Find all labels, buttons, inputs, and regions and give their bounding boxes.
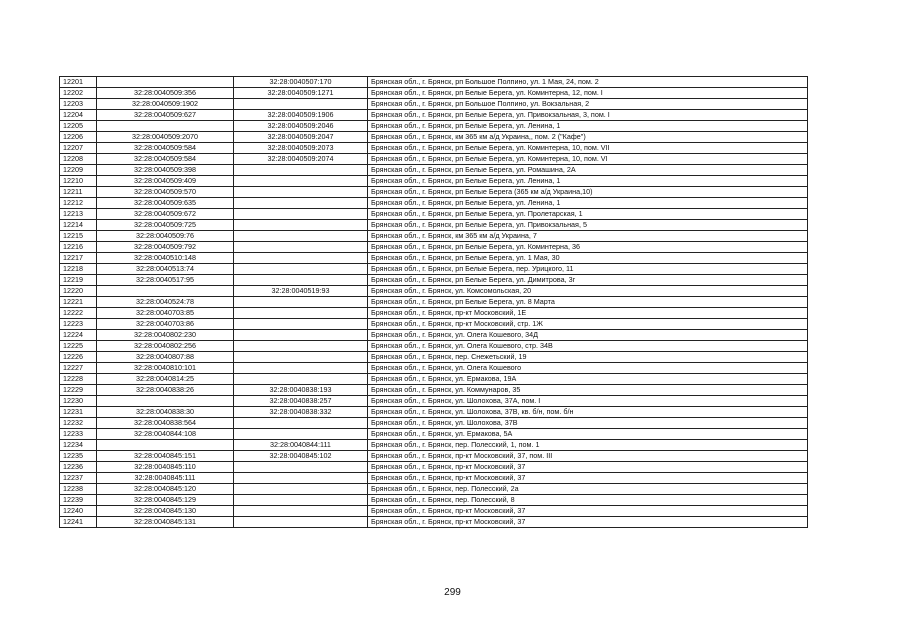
building-cadastral-number-cell xyxy=(234,99,368,110)
row-number-cell: 12210 xyxy=(60,176,97,187)
address-cell: Брянская обл., г. Брянск, ул. Ермакова, 19А xyxy=(368,374,808,385)
row-number-cell: 12238 xyxy=(60,484,97,495)
row-number-cell: 12232 xyxy=(60,418,97,429)
address-cell: Брянская обл., г. Брянск, ул. Коммунаров, 35 xyxy=(368,385,808,396)
address-cell: Брянская обл., г. Брянск, рп Белые Берега, ул. Димитрова, 3г xyxy=(368,275,808,286)
table-row xyxy=(60,429,808,440)
address-cell: Брянская обл., г. Брянск, ул. Шолохова, 37В xyxy=(368,418,808,429)
row-number-cell: 12215 xyxy=(60,231,97,242)
table-row xyxy=(60,506,808,517)
cadastral-number-cell: 32:28:0040509:627 xyxy=(97,110,234,121)
address-cell: Брянская обл., г. Брянск, рп Белые Берега, ул. Коминтерна, 10, пом. VI xyxy=(368,154,808,165)
address-cell: Брянская обл., г. Брянск, км 365 км а/д Украина, 7 xyxy=(368,231,808,242)
row-number-cell: 12220 xyxy=(60,286,97,297)
cadastral-number-cell: 32:28:0040509:635 xyxy=(97,198,234,209)
building-cadastral-number-cell: 32:28:0040519:93 xyxy=(234,286,368,297)
address-cell: Брянская обл., г. Брянск, пер. Полесский, 1, пом. 1 xyxy=(368,440,808,451)
table-row xyxy=(60,187,808,198)
row-number-cell: 12237 xyxy=(60,473,97,484)
address-cell: Брянская обл., г. Брянск, пер. Снежетьский, 19 xyxy=(368,352,808,363)
building-cadastral-number-cell: 32:28:0040838:257 xyxy=(234,396,368,407)
cadastral-number-cell: 32:28:0040844:108 xyxy=(97,429,234,440)
address-cell: Брянская обл., г. Брянск, ул. Комсомольская, 20 xyxy=(368,286,808,297)
cadastral-number-cell xyxy=(97,440,234,451)
address-cell: Брянская обл., г. Брянск, рп Белые Берега, ул. Пролетарская, 1 xyxy=(368,209,808,220)
building-cadastral-number-cell xyxy=(234,517,368,528)
building-cadastral-number-cell xyxy=(234,198,368,209)
building-cadastral-number-cell xyxy=(234,495,368,506)
building-cadastral-number-cell: 32:28:0040507:170 xyxy=(234,77,368,88)
cadastral-number-cell: 32:28:0040524:78 xyxy=(97,297,234,308)
row-number-cell: 12211 xyxy=(60,187,97,198)
registry-table-body xyxy=(60,77,808,528)
row-number-cell: 12202 xyxy=(60,88,97,99)
address-cell: Брянская обл., г. Брянск, рп Большое Полпино, ул. 1 Мая, 24, пом. 2 xyxy=(368,77,808,88)
row-number-cell: 12218 xyxy=(60,264,97,275)
cadastral-number-cell: 32:28:0040703:85 xyxy=(97,308,234,319)
row-number-cell: 12216 xyxy=(60,242,97,253)
table-row xyxy=(60,154,808,165)
cadastral-number-cell: 32:28:0040509:725 xyxy=(97,220,234,231)
building-cadastral-number-cell: 32:28:0040509:2073 xyxy=(234,143,368,154)
address-cell: Брянская обл., г. Брянск, пр-кт Московский, стр. 1Ж xyxy=(368,319,808,330)
row-number-cell: 12201 xyxy=(60,77,97,88)
cadastral-number-cell: 32:28:0040845:131 xyxy=(97,517,234,528)
address-cell: Брянская обл., г. Брянск, рп Белые Берега, пер. Урицкого, 11 xyxy=(368,264,808,275)
building-cadastral-number-cell xyxy=(234,484,368,495)
building-cadastral-number-cell: 32:28:0040845:102 xyxy=(234,451,368,462)
address-cell: Брянская обл., г. Брянск, рп Белые Берега (365 км а/д Украина,10) xyxy=(368,187,808,198)
cadastral-number-cell xyxy=(97,396,234,407)
address-cell: Брянская обл., г. Брянск, ул. Олега Кошевого, стр. 34В xyxy=(368,341,808,352)
row-number-cell: 12209 xyxy=(60,165,97,176)
row-number-cell: 12208 xyxy=(60,154,97,165)
building-cadastral-number-cell xyxy=(234,242,368,253)
table-row xyxy=(60,341,808,352)
address-cell: Брянская обл., г. Брянск, рп Белые Берега, ул. Коминтерна, 10, пом. VII xyxy=(368,143,808,154)
address-cell: Брянская обл., г. Брянск, пер. Полесский, 2а xyxy=(368,484,808,495)
address-cell: Брянская обл., г. Брянск, пр-кт Московский, 37 xyxy=(368,517,808,528)
table-row xyxy=(60,473,808,484)
table-row xyxy=(60,110,808,121)
row-number-cell: 12221 xyxy=(60,297,97,308)
row-number-cell: 12213 xyxy=(60,209,97,220)
table-row xyxy=(60,396,808,407)
building-cadastral-number-cell xyxy=(234,374,368,385)
row-number-cell: 12223 xyxy=(60,319,97,330)
table-row xyxy=(60,242,808,253)
cadastral-number-cell: 32:28:0040807:88 xyxy=(97,352,234,363)
row-number-cell: 12240 xyxy=(60,506,97,517)
row-number-cell: 12230 xyxy=(60,396,97,407)
cadastral-number-cell: 32:28:0040509:409 xyxy=(97,176,234,187)
table-row xyxy=(60,165,808,176)
table-row xyxy=(60,143,808,154)
cadastral-number-cell: 32:28:0040510:148 xyxy=(97,253,234,264)
cadastral-number-cell: 32:28:0040509:570 xyxy=(97,187,234,198)
building-cadastral-number-cell xyxy=(234,275,368,286)
address-cell: Брянская обл., г. Брянск, пер. Полесский, 8 xyxy=(368,495,808,506)
row-number-cell: 12214 xyxy=(60,220,97,231)
building-cadastral-number-cell: 32:28:0040509:2046 xyxy=(234,121,368,132)
table-row xyxy=(60,308,808,319)
address-cell: Брянская обл., г. Брянск, км 365 км а/д Украина,, пом. 2 ("Кафе") xyxy=(368,132,808,143)
table-row xyxy=(60,198,808,209)
address-cell: Брянская обл., г. Брянск, ул. Ермакова, 5А xyxy=(368,429,808,440)
table-row xyxy=(60,88,808,99)
address-cell: Брянская обл., г. Брянск, рп Белые Берега, ул. Ленина, 1 xyxy=(368,176,808,187)
cadastral-number-cell: 32:28:0040509:356 xyxy=(97,88,234,99)
table-row xyxy=(60,407,808,418)
building-cadastral-number-cell xyxy=(234,429,368,440)
building-cadastral-number-cell: 32:28:0040509:1271 xyxy=(234,88,368,99)
cadastral-number-cell: 32:28:0040838:30 xyxy=(97,407,234,418)
address-cell: Брянская обл., г. Брянск, рп Белые Берега, ул. 1 Мая, 30 xyxy=(368,253,808,264)
building-cadastral-number-cell xyxy=(234,209,368,220)
table-row xyxy=(60,352,808,363)
row-number-cell: 12231 xyxy=(60,407,97,418)
table-row xyxy=(60,286,808,297)
address-cell: Брянская обл., г. Брянск, ул. Олега Кошевого xyxy=(368,363,808,374)
address-cell: Брянская обл., г. Брянск, ул. Шолохова, 37А, пом. I xyxy=(368,396,808,407)
cadastral-number-cell: 32:28:0040509:2070 xyxy=(97,132,234,143)
cadastral-number-cell: 32:28:0040845:130 xyxy=(97,506,234,517)
row-number-cell: 12241 xyxy=(60,517,97,528)
table-row xyxy=(60,484,808,495)
table-row xyxy=(60,374,808,385)
building-cadastral-number-cell: 32:28:0040509:2074 xyxy=(234,154,368,165)
table-row xyxy=(60,462,808,473)
building-cadastral-number-cell: 32:28:0040838:332 xyxy=(234,407,368,418)
row-number-cell: 12224 xyxy=(60,330,97,341)
building-cadastral-number-cell: 32:28:0040509:2047 xyxy=(234,132,368,143)
building-cadastral-number-cell xyxy=(234,462,368,473)
cadastral-number-cell xyxy=(97,77,234,88)
row-number-cell: 12212 xyxy=(60,198,97,209)
building-cadastral-number-cell xyxy=(234,473,368,484)
row-number-cell: 12227 xyxy=(60,363,97,374)
building-cadastral-number-cell: 32:28:0040844:111 xyxy=(234,440,368,451)
row-number-cell: 12226 xyxy=(60,352,97,363)
address-cell: Брянская обл., г. Брянск, рп Белые Берега, ул. Привокзальная, 5 xyxy=(368,220,808,231)
table-row xyxy=(60,264,808,275)
row-number-cell: 12235 xyxy=(60,451,97,462)
table-row xyxy=(60,220,808,231)
building-cadastral-number-cell xyxy=(234,176,368,187)
address-cell: Брянская обл., г. Брянск, рп Белые Берега, ул. 8 Марта xyxy=(368,297,808,308)
address-cell: Брянская обл., г. Брянск, рп Белые Берега, ул. Ромашина, 2А xyxy=(368,165,808,176)
row-number-cell: 12205 xyxy=(60,121,97,132)
cadastral-number-cell: 32:28:0040838:564 xyxy=(97,418,234,429)
address-cell: Брянская обл., г. Брянск, рп Большое Полпино, ул. Вокзальная, 2 xyxy=(368,99,808,110)
cadastral-number-cell: 32:28:0040810:101 xyxy=(97,363,234,374)
table-row xyxy=(60,176,808,187)
cadastral-number-cell: 32:28:0040845:120 xyxy=(97,484,234,495)
address-cell: Брянская обл., г. Брянск, рп Белые Берега, ул. Коминтерна, 12, пом. I xyxy=(368,88,808,99)
table-row xyxy=(60,418,808,429)
row-number-cell: 12219 xyxy=(60,275,97,286)
address-cell: Брянская обл., г. Брянск, рп Белые Берега, ул. Ленина, 1 xyxy=(368,121,808,132)
table-row xyxy=(60,495,808,506)
row-number-cell: 12207 xyxy=(60,143,97,154)
building-cadastral-number-cell xyxy=(234,264,368,275)
row-number-cell: 12229 xyxy=(60,385,97,396)
table-row xyxy=(60,132,808,143)
cadastral-number-cell: 32:28:0040845:129 xyxy=(97,495,234,506)
cadastral-number-cell: 32:28:0040509:792 xyxy=(97,242,234,253)
table-row xyxy=(60,231,808,242)
row-number-cell: 12234 xyxy=(60,440,97,451)
building-cadastral-number-cell xyxy=(234,319,368,330)
cadastral-number-cell: 32:28:0040509:76 xyxy=(97,231,234,242)
building-cadastral-number-cell xyxy=(234,187,368,198)
table-row xyxy=(60,121,808,132)
table-row xyxy=(60,253,808,264)
building-cadastral-number-cell xyxy=(234,352,368,363)
page-number: 299 xyxy=(444,587,461,598)
table-row xyxy=(60,275,808,286)
address-cell: Брянская обл., г. Брянск, пр-кт Московский, 37 xyxy=(368,473,808,484)
row-number-cell: 12206 xyxy=(60,132,97,143)
row-number-cell: 12204 xyxy=(60,110,97,121)
table-row xyxy=(60,209,808,220)
row-number-cell: 12222 xyxy=(60,308,97,319)
table-row xyxy=(60,440,808,451)
building-cadastral-number-cell xyxy=(234,506,368,517)
cadastral-number-cell: 32:28:0040517:95 xyxy=(97,275,234,286)
address-cell: Брянская обл., г. Брянск, рп Белые Берега, ул. Привокзальная, 3, пом. I xyxy=(368,110,808,121)
address-cell: Брянская обл., г. Брянск, пр-кт Московский, 37 xyxy=(368,506,808,517)
building-cadastral-number-cell xyxy=(234,297,368,308)
cadastral-number-cell: 32:28:0040509:1902 xyxy=(97,99,234,110)
row-number-cell: 12233 xyxy=(60,429,97,440)
building-cadastral-number-cell xyxy=(234,165,368,176)
cadastral-number-cell: 32:28:0040838:26 xyxy=(97,385,234,396)
address-cell: Брянская обл., г. Брянск, пр-кт Московский, 37, пом. III xyxy=(368,451,808,462)
cadastral-number-cell: 32:28:0040845:110 xyxy=(97,462,234,473)
building-cadastral-number-cell xyxy=(234,253,368,264)
building-cadastral-number-cell: 32:28:0040838:193 xyxy=(234,385,368,396)
row-number-cell: 12203 xyxy=(60,99,97,110)
cadastral-number-cell: 32:28:0040845:151 xyxy=(97,451,234,462)
cadastral-number-cell: 32:28:0040509:584 xyxy=(97,143,234,154)
table-row xyxy=(60,385,808,396)
cadastral-number-cell: 32:28:0040509:672 xyxy=(97,209,234,220)
table-row xyxy=(60,99,808,110)
cadastral-number-cell: 32:28:0040703:86 xyxy=(97,319,234,330)
table-row xyxy=(60,363,808,374)
building-cadastral-number-cell xyxy=(234,308,368,319)
address-cell: Брянская обл., г. Брянск, пр-кт Московский, 1Е xyxy=(368,308,808,319)
cadastral-number-cell: 32:28:0040802:256 xyxy=(97,341,234,352)
row-number-cell: 12217 xyxy=(60,253,97,264)
cadastral-number-cell: 32:28:0040802:230 xyxy=(97,330,234,341)
cadastral-number-cell xyxy=(97,121,234,132)
property-registry-table xyxy=(59,76,808,528)
building-cadastral-number-cell xyxy=(234,231,368,242)
address-cell: Брянская обл., г. Брянск, пр-кт Московский, 37 xyxy=(368,462,808,473)
address-cell: Брянская обл., г. Брянск, ул. Олега Кошевого, 34Д xyxy=(368,330,808,341)
row-number-cell: 12225 xyxy=(60,341,97,352)
row-number-cell: 12236 xyxy=(60,462,97,473)
table-row xyxy=(60,451,808,462)
table-row xyxy=(60,517,808,528)
building-cadastral-number-cell xyxy=(234,363,368,374)
cadastral-number-cell: 32:28:0040845:111 xyxy=(97,473,234,484)
row-number-cell: 12228 xyxy=(60,374,97,385)
building-cadastral-number-cell xyxy=(234,418,368,429)
address-cell: Брянская обл., г. Брянск, рп Белые Берега, ул. Ленина, 1 xyxy=(368,198,808,209)
building-cadastral-number-cell xyxy=(234,220,368,231)
cadastral-number-cell: 32:28:0040513:74 xyxy=(97,264,234,275)
building-cadastral-number-cell xyxy=(234,341,368,352)
cadastral-number-cell: 32:28:0040509:398 xyxy=(97,165,234,176)
address-cell: Брянская обл., г. Брянск, ул. Шолохова, 37В, кв. б/н, пом. б/н xyxy=(368,407,808,418)
cadastral-number-cell: 32:28:0040814:25 xyxy=(97,374,234,385)
table-row xyxy=(60,297,808,308)
table-row xyxy=(60,319,808,330)
address-cell: Брянская обл., г. Брянск, рп Белые Берега, ул. Коминтерна, 36 xyxy=(368,242,808,253)
building-cadastral-number-cell xyxy=(234,330,368,341)
row-number-cell: 12239 xyxy=(60,495,97,506)
building-cadastral-number-cell: 32:28:0040509:1906 xyxy=(234,110,368,121)
cadastral-number-cell: 32:28:0040509:584 xyxy=(97,154,234,165)
table-row xyxy=(60,77,808,88)
table-row xyxy=(60,330,808,341)
cadastral-number-cell xyxy=(97,286,234,297)
